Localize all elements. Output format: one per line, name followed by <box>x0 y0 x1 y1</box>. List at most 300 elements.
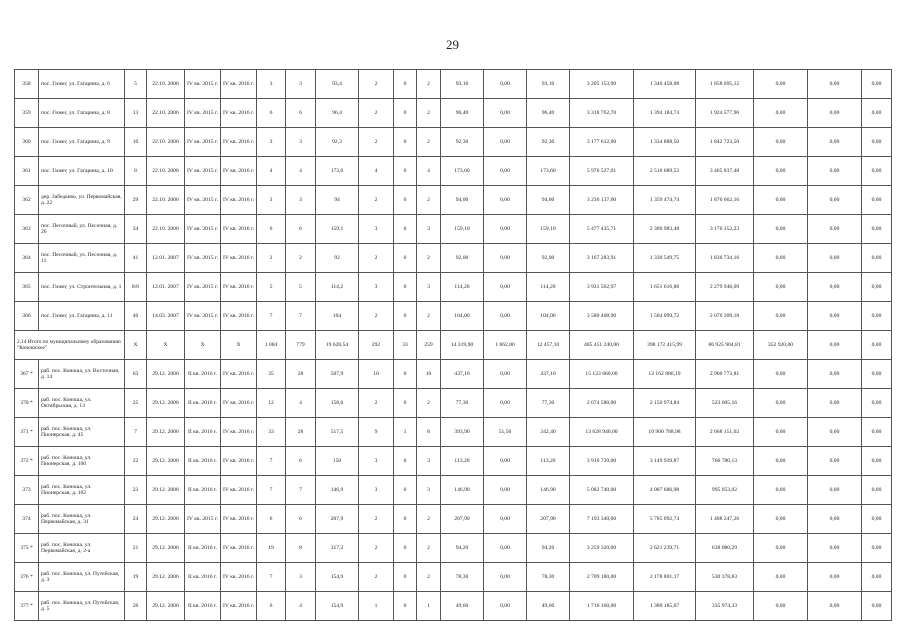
table-row <box>15 360 892 389</box>
cell-c19: 0,00 <box>862 331 892 360</box>
cell-c6: 3 <box>286 70 316 99</box>
cell-c17: 0,00 <box>754 505 808 534</box>
cell-c2: 29.12. 2006 <box>147 505 185 534</box>
cell-c7: 150 <box>316 447 359 476</box>
cell-c19: 0,00 <box>862 128 892 157</box>
cell-c4: IV кв. 2016 г. <box>221 302 257 331</box>
cell-c6: 28 <box>286 360 316 389</box>
cell-c19: 0,00 <box>862 157 892 186</box>
cell-c5: 33 <box>257 418 286 447</box>
cell-c14: 3 236 137,00 <box>570 186 634 215</box>
cell-c17: 0,00 <box>754 418 808 447</box>
cell-c7: 92,3 <box>316 128 359 157</box>
cell-c18: 0,00 <box>808 186 862 215</box>
cell-c3: II кв. 2016 г. <box>185 418 221 447</box>
row-number: 362 <box>15 186 39 215</box>
cell-c16: 335 974,33 <box>696 592 754 621</box>
address-cell: раб. пос. Коноша, ул. Октябрьская, д. 13 <box>39 389 125 418</box>
cell-c4: IV кв. 2016 г. <box>221 476 257 505</box>
cell-c3: II кв. 2016 г. <box>185 447 221 476</box>
cell-c3: IV кв. 2015 г. <box>185 215 221 244</box>
cell-c18: 0,00 <box>808 70 862 99</box>
cell-c16: 1 924 577,96 <box>696 99 754 128</box>
cell-c9: 1 <box>394 418 417 447</box>
address-cell: пос. Гижег, ул. Гагарина, д. 10 <box>39 157 125 186</box>
cell-c4: IV кв. 2016 г. <box>221 389 257 418</box>
cell-c10: 2 <box>417 186 441 215</box>
cell-c7: 173,6 <box>316 157 359 186</box>
cell-c1: 13 <box>125 99 147 128</box>
cell-c7: 159,1 <box>316 215 359 244</box>
cell-c15: 2 621 239,71 <box>634 534 696 563</box>
cell-c11: 94,20 <box>441 534 484 563</box>
cell-c14: 7 193 340,00 <box>570 505 634 534</box>
cell-c4: IV кв. 2016 г. <box>221 592 257 621</box>
table-row <box>15 215 892 244</box>
cell-c19: 0,00 <box>862 505 892 534</box>
cell-c14: 5 082 740,00 <box>570 476 634 505</box>
row-number: 373 <box>15 476 39 505</box>
cell-c4: IV кв. 2016 г. <box>221 418 257 447</box>
cell-c14: 3 318 762,70 <box>570 99 634 128</box>
cell-c10: 8 <box>417 418 441 447</box>
cell-c12: 0,00 <box>484 505 527 534</box>
cell-c1: 41 <box>125 244 147 273</box>
cell-c15: 398 172 415,99 <box>634 331 696 360</box>
cell-c15: 10 960 788,98 <box>634 418 696 447</box>
cell-c12: 0,00 <box>484 360 527 389</box>
cell-c9: 0 <box>394 389 417 418</box>
cell-c10: 10 <box>417 360 441 389</box>
cell-c8: 3 <box>359 215 394 244</box>
cell-c9: 0 <box>394 476 417 505</box>
cell-c13: 342,40 <box>527 418 570 447</box>
row-number: 376 * <box>15 563 39 592</box>
cell-c5: 12 <box>257 389 286 418</box>
cell-c14: 3 177 612,00 <box>570 128 634 157</box>
cell-c2: 29.12. 2006 <box>147 534 185 563</box>
cell-c18: 0,00 <box>808 128 862 157</box>
cell-c6: 8 <box>286 534 316 563</box>
cell-c19: 0,00 <box>862 244 892 273</box>
table-row <box>15 331 892 360</box>
cell-c13: 92,30 <box>527 128 570 157</box>
cell-c10: 2 <box>417 302 441 331</box>
cell-c15: 1 359 474,74 <box>634 186 696 215</box>
cell-c1: 8 <box>125 157 147 186</box>
cell-c4: IV кв. 2016 г. <box>221 215 257 244</box>
cell-c19: 0,00 <box>862 70 892 99</box>
cell-c12: 0,00 <box>484 157 527 186</box>
cell-c15: 5 785 092,74 <box>634 505 696 534</box>
cell-c10: 2 <box>417 505 441 534</box>
cell-c8: 9 <box>359 418 394 447</box>
cell-c11: 114,20 <box>441 273 484 302</box>
address-cell: раб. пос. Коноша, ул. Путейская, д. 3 <box>39 563 125 592</box>
cell-c15: 1 380 185,67 <box>634 592 696 621</box>
address-cell: пос. Песочный, ул. Песочная, д. 11 <box>39 244 125 273</box>
cell-c11: 77,30 <box>441 389 484 418</box>
cell-c17: 0,00 <box>754 563 808 592</box>
cell-c14: 3 205 153,90 <box>570 70 634 99</box>
cell-c4: X <box>221 331 257 360</box>
cell-c14: 15 123 660,00 <box>570 360 634 389</box>
cell-c8: 2 <box>359 534 394 563</box>
table-row <box>15 534 892 563</box>
cell-c16: 995 053,02 <box>696 476 754 505</box>
address-cell: пос. Гижег, ул. Гагарина, д. 11 <box>39 302 125 331</box>
cell-c12: 0,00 <box>484 186 527 215</box>
cell-c11: 78,30 <box>441 563 484 592</box>
cell-c6: 6 <box>286 99 316 128</box>
cell-c10: 2 <box>417 563 441 592</box>
cell-c5: 3 <box>257 186 286 215</box>
cell-c19: 0,00 <box>862 215 892 244</box>
cell-c14: 1 716 160,00 <box>570 592 634 621</box>
cell-c13: 12 457,10 <box>527 331 570 360</box>
cell-c4: IV кв. 2016 г. <box>221 99 257 128</box>
cell-c11: 437,10 <box>441 360 484 389</box>
cell-c16: 3 176 352,23 <box>696 215 754 244</box>
cell-c12: 0,00 <box>484 476 527 505</box>
row-number: 361 <box>15 157 39 186</box>
cell-c5: 2 <box>257 244 286 273</box>
cell-c16: 1 858 695,12 <box>696 70 754 99</box>
cell-c16: 1 842 723,50 <box>696 128 754 157</box>
row-number: 367 * <box>15 360 39 389</box>
cell-c2: 29.12. 2006 <box>147 389 185 418</box>
cell-c14: 5 976 527,01 <box>570 157 634 186</box>
cell-c3: IV кв. 2015 г. <box>185 99 221 128</box>
cell-c5: 6 <box>257 505 286 534</box>
cell-c9: 0 <box>394 244 417 273</box>
cell-c5: 4 <box>257 157 286 186</box>
cell-c16: 2 668 151,02 <box>696 418 754 447</box>
cell-c9: 0 <box>394 186 417 215</box>
cell-c18: 0,00 <box>808 534 862 563</box>
table-row <box>15 186 892 215</box>
cell-c17: 0,00 <box>754 99 808 128</box>
table-row <box>15 418 892 447</box>
cell-c5: 3 <box>257 70 286 99</box>
cell-c4: IV кв. 2016 г. <box>221 157 257 186</box>
cell-c6: 6 <box>286 447 316 476</box>
cell-c17: 0,00 <box>754 389 808 418</box>
cell-c17: 0,00 <box>754 592 808 621</box>
cell-c5: 7 <box>257 302 286 331</box>
cell-c18: 0,00 <box>808 331 862 360</box>
cell-c17: 0,00 <box>754 128 808 157</box>
cell-c1: 8/6 <box>125 273 147 302</box>
cell-c16: 2 279 946,09 <box>696 273 754 302</box>
row-number: 372 * <box>15 447 39 476</box>
cell-c4: IV кв. 2016 г. <box>221 273 257 302</box>
cell-c15: 2 300 983,48 <box>634 215 696 244</box>
address-cell: раб. пос. Коноша, ул. Первомайская, д. 31 <box>39 505 125 534</box>
cell-c18: 0,00 <box>808 215 862 244</box>
cell-c11: 96,40 <box>441 99 484 128</box>
cell-c5: 6 <box>257 215 286 244</box>
cell-c11: 173,60 <box>441 157 484 186</box>
cell-c14: 3 259 320,00 <box>570 534 634 563</box>
cell-c8: 4 <box>359 157 394 186</box>
row-number: 360 <box>15 128 39 157</box>
cell-c14: 13 628 940,00 <box>570 418 634 447</box>
cell-c14: 3 580 408,90 <box>570 302 634 331</box>
cell-c13: 113,20 <box>527 447 570 476</box>
cell-c3: IV кв. 2015 г. <box>185 273 221 302</box>
cell-c11: 393,90 <box>441 418 484 447</box>
cell-c16: 530 378,83 <box>696 563 754 592</box>
table-row <box>15 157 892 186</box>
cell-c15: 2 510 689,53 <box>634 157 696 186</box>
cell-c7: 507,9 <box>316 360 359 389</box>
cell-c17: 0,00 <box>754 447 808 476</box>
cell-c19: 0,00 <box>862 534 892 563</box>
cell-c5: 6 <box>257 592 286 621</box>
cell-c5: 1 084 <box>257 331 286 360</box>
cell-c10: 259 <box>417 331 441 360</box>
cell-c7: 154,9 <box>316 563 359 592</box>
cell-c11: 104,00 <box>441 302 484 331</box>
cell-c7: 104 <box>316 302 359 331</box>
cell-c3: II кв. 2016 г. <box>185 360 221 389</box>
cell-c2: 22.10. 2006 <box>147 215 185 244</box>
table-row <box>15 592 892 621</box>
cell-c9: 0 <box>394 505 417 534</box>
cell-c7: 317,2 <box>316 534 359 563</box>
cell-c18: 0,00 <box>808 592 862 621</box>
cell-c4: IV кв. 2016 г. <box>221 563 257 592</box>
cell-c1: 10 <box>125 128 147 157</box>
cell-c17: 0,00 <box>754 186 808 215</box>
table-row <box>15 389 892 418</box>
cell-c13: 92,00 <box>527 244 570 273</box>
cell-c8: 2 <box>359 70 394 99</box>
cell-c2: 29.12. 2006 <box>147 360 185 389</box>
cell-c3: IV кв. 2015 г. <box>185 244 221 273</box>
cell-c3: II кв. 2016 г. <box>185 534 221 563</box>
cell-c3: IV кв. 2015 г. <box>185 128 221 157</box>
cell-c1: 26 <box>125 592 147 621</box>
cell-c2: 12.01. 2007 <box>147 244 185 273</box>
cell-c5: 3 <box>257 128 286 157</box>
cell-c8: 2 <box>359 244 394 273</box>
cell-c10: 2 <box>417 534 441 563</box>
table-row <box>15 302 892 331</box>
cell-c1: X <box>125 331 147 360</box>
cell-c13: 94,00 <box>527 186 570 215</box>
cell-c14: 485 451 240,80 <box>570 331 634 360</box>
table-row <box>15 70 892 99</box>
cell-c12: 0,00 <box>484 563 527 592</box>
cell-c7: 146,9 <box>316 476 359 505</box>
cell-c18: 0,00 <box>808 447 862 476</box>
cell-c3: II кв. 2016 г. <box>185 476 221 505</box>
cell-c7: 96,4 <box>316 99 359 128</box>
cell-c16: 523 605,16 <box>696 389 754 418</box>
address-cell: пос. Гижег, ул. Гагарина, д. 9 <box>39 128 125 157</box>
cell-c12: 0,00 <box>484 70 527 99</box>
cell-c2: 22.10. 2006 <box>147 157 185 186</box>
cell-c8: 10 <box>359 360 394 389</box>
cell-c7: 114,2 <box>316 273 359 302</box>
cell-c7: 517,5 <box>316 418 359 447</box>
cell-c6: 4 <box>286 157 316 186</box>
cell-c8: 2 <box>359 563 394 592</box>
cell-c12: 0,00 <box>484 592 527 621</box>
row-number: 374 <box>15 505 39 534</box>
cell-c2: 29.12. 2006 <box>147 592 185 621</box>
cell-c17: 0,00 <box>754 244 808 273</box>
cell-c15: 1 334 888,50 <box>634 128 696 157</box>
cell-c10: 2 <box>417 244 441 273</box>
cell-c15: 1 394 184,74 <box>634 99 696 128</box>
row-number: 375 * <box>15 534 39 563</box>
cell-c2: 12.01. 2007 <box>147 273 185 302</box>
cell-c2: 22.10. 2006 <box>147 128 185 157</box>
cell-c2: 29.12. 2006 <box>147 418 185 447</box>
cell-c15: 1 504 099,72 <box>634 302 696 331</box>
cell-c15: 1 651 616,88 <box>634 273 696 302</box>
cell-c9: 0 <box>394 302 417 331</box>
row-number: 364 <box>15 244 39 273</box>
cell-c19: 0,00 <box>862 563 892 592</box>
cell-c1: 22 <box>125 447 147 476</box>
cell-c18: 0,00 <box>808 418 862 447</box>
cell-c2: 29.12. 2006 <box>147 476 185 505</box>
cell-c19: 0,00 <box>862 418 892 447</box>
cell-c14: 3 931 562,97 <box>570 273 634 302</box>
cell-c12: 0,00 <box>484 389 527 418</box>
cell-c15: 2 178 801,17 <box>634 563 696 592</box>
cell-c10: 1 <box>417 592 441 621</box>
cell-c1: 63 <box>125 360 147 389</box>
cell-c12: 0,00 <box>484 99 527 128</box>
cell-c9: 33 <box>394 331 417 360</box>
cell-c18: 0,00 <box>808 389 862 418</box>
address-cell: раб. пос. Коноша, ул. Пионерская, д. 100 <box>39 447 125 476</box>
cell-c11: 159,10 <box>441 215 484 244</box>
cell-c15: 12 162 886,19 <box>634 360 696 389</box>
cell-c13: 146,90 <box>527 476 570 505</box>
cell-c16: 1 876 662,16 <box>696 186 754 215</box>
cell-c3: X <box>185 331 221 360</box>
cell-c12: 0,00 <box>484 273 527 302</box>
cell-c17: 0,00 <box>754 157 808 186</box>
page-number: 29 <box>446 37 459 52</box>
cell-c19: 0,00 <box>862 476 892 505</box>
address-cell: пос. Гижег, ул. Строительная, д. 1 <box>39 273 125 302</box>
cell-c4: IV кв. 2016 г. <box>221 534 257 563</box>
address-cell: пос. Гижег, ул. Гагарина, д. 6 <box>39 70 125 99</box>
cell-c2: X <box>147 331 185 360</box>
cell-c11: 92,00 <box>441 244 484 273</box>
cell-c13: 78,30 <box>527 563 570 592</box>
cell-c1: 23 <box>125 476 147 505</box>
cell-c3: II кв. 2016 г. <box>185 389 221 418</box>
cell-c2: 29.12. 2006 <box>147 563 185 592</box>
cell-c19: 0,00 <box>862 273 892 302</box>
cell-c6: 4 <box>286 389 316 418</box>
cell-c19: 0,00 <box>862 592 892 621</box>
cell-c8: 3 <box>359 476 394 505</box>
cell-c16: 766 780,13 <box>696 447 754 476</box>
cell-c8: 2 <box>359 128 394 157</box>
cell-c2: 22.10. 2006 <box>147 186 185 215</box>
table-row <box>15 563 892 592</box>
cell-c5: 35 <box>257 360 286 389</box>
cell-c6: 7 <box>286 476 316 505</box>
cell-c8: 2 <box>359 389 394 418</box>
cell-c9: 0 <box>394 592 417 621</box>
cell-c18: 0,00 <box>808 302 862 331</box>
table-row <box>15 505 892 534</box>
address-cell: раб. пос. Коноша, ул. Пионерская, д. 102 <box>39 476 125 505</box>
cell-c13: 207,90 <box>527 505 570 534</box>
cell-c7: 19 626,54 <box>316 331 359 360</box>
cell-c9: 0 <box>394 273 417 302</box>
cell-c13: 437,10 <box>527 360 570 389</box>
cell-c4: IV кв. 2016 г. <box>221 186 257 215</box>
cell-c14: 3 916 720,00 <box>570 447 634 476</box>
cell-c8: 3 <box>359 273 394 302</box>
cell-c17: 0,00 <box>754 273 808 302</box>
cell-c1: 21 <box>125 534 147 563</box>
cell-c14: 5 477 435,71 <box>570 215 634 244</box>
cell-c2: 29.12. 2006 <box>147 447 185 476</box>
cell-c13: 159,10 <box>527 215 570 244</box>
cell-c8: 2 <box>359 186 394 215</box>
cell-c1: 19 <box>125 563 147 592</box>
address-cell: пос. Гижег, ул. Гагарина, д. 8 <box>39 99 125 128</box>
cell-c9: 0 <box>394 563 417 592</box>
cell-c12: 0,00 <box>484 447 527 476</box>
cell-c6: 3 <box>286 128 316 157</box>
total-label: 2.14 Итого по муниципальному образованию "Коношское" <box>15 331 125 360</box>
cell-c11: 113,20 <box>441 447 484 476</box>
cell-c1: 29 <box>125 186 147 215</box>
cell-c8: 2 <box>359 99 394 128</box>
row-number: 377 * <box>15 592 39 621</box>
cell-c2: 22.10. 2006 <box>147 99 185 128</box>
cell-c14: 2 709 180,00 <box>570 563 634 592</box>
cell-c17: 0,00 <box>754 70 808 99</box>
cell-c3: II кв. 2016 г. <box>185 563 221 592</box>
cell-c6: 3 <box>286 563 316 592</box>
cell-c6: 5 <box>286 273 316 302</box>
table-row <box>15 273 892 302</box>
cell-c10: 3 <box>417 447 441 476</box>
cell-c5: 7 <box>257 563 286 592</box>
cell-c11: 94,00 <box>441 186 484 215</box>
cell-c4: IV кв. 2016 г. <box>221 447 257 476</box>
cell-c16: 1 408 247,26 <box>696 505 754 534</box>
cell-c9: 0 <box>394 128 417 157</box>
cell-c11: 92,30 <box>441 128 484 157</box>
cell-c13: 77,30 <box>527 389 570 418</box>
cell-c4: IV кв. 2016 г. <box>221 128 257 157</box>
cell-c16: 638 080,29 <box>696 534 754 563</box>
address-cell: раб. пос. Коноша, ул. Первомайская, д. 2-а <box>39 534 125 563</box>
cell-c10: 3 <box>417 273 441 302</box>
cell-c6: 2 <box>286 244 316 273</box>
cell-c4: IV кв. 2016 г. <box>221 360 257 389</box>
cell-c15: 4 087 686,98 <box>634 476 696 505</box>
row-number: 359 <box>15 99 39 128</box>
cell-c12: 0,00 <box>484 215 527 244</box>
cell-c9: 0 <box>394 70 417 99</box>
